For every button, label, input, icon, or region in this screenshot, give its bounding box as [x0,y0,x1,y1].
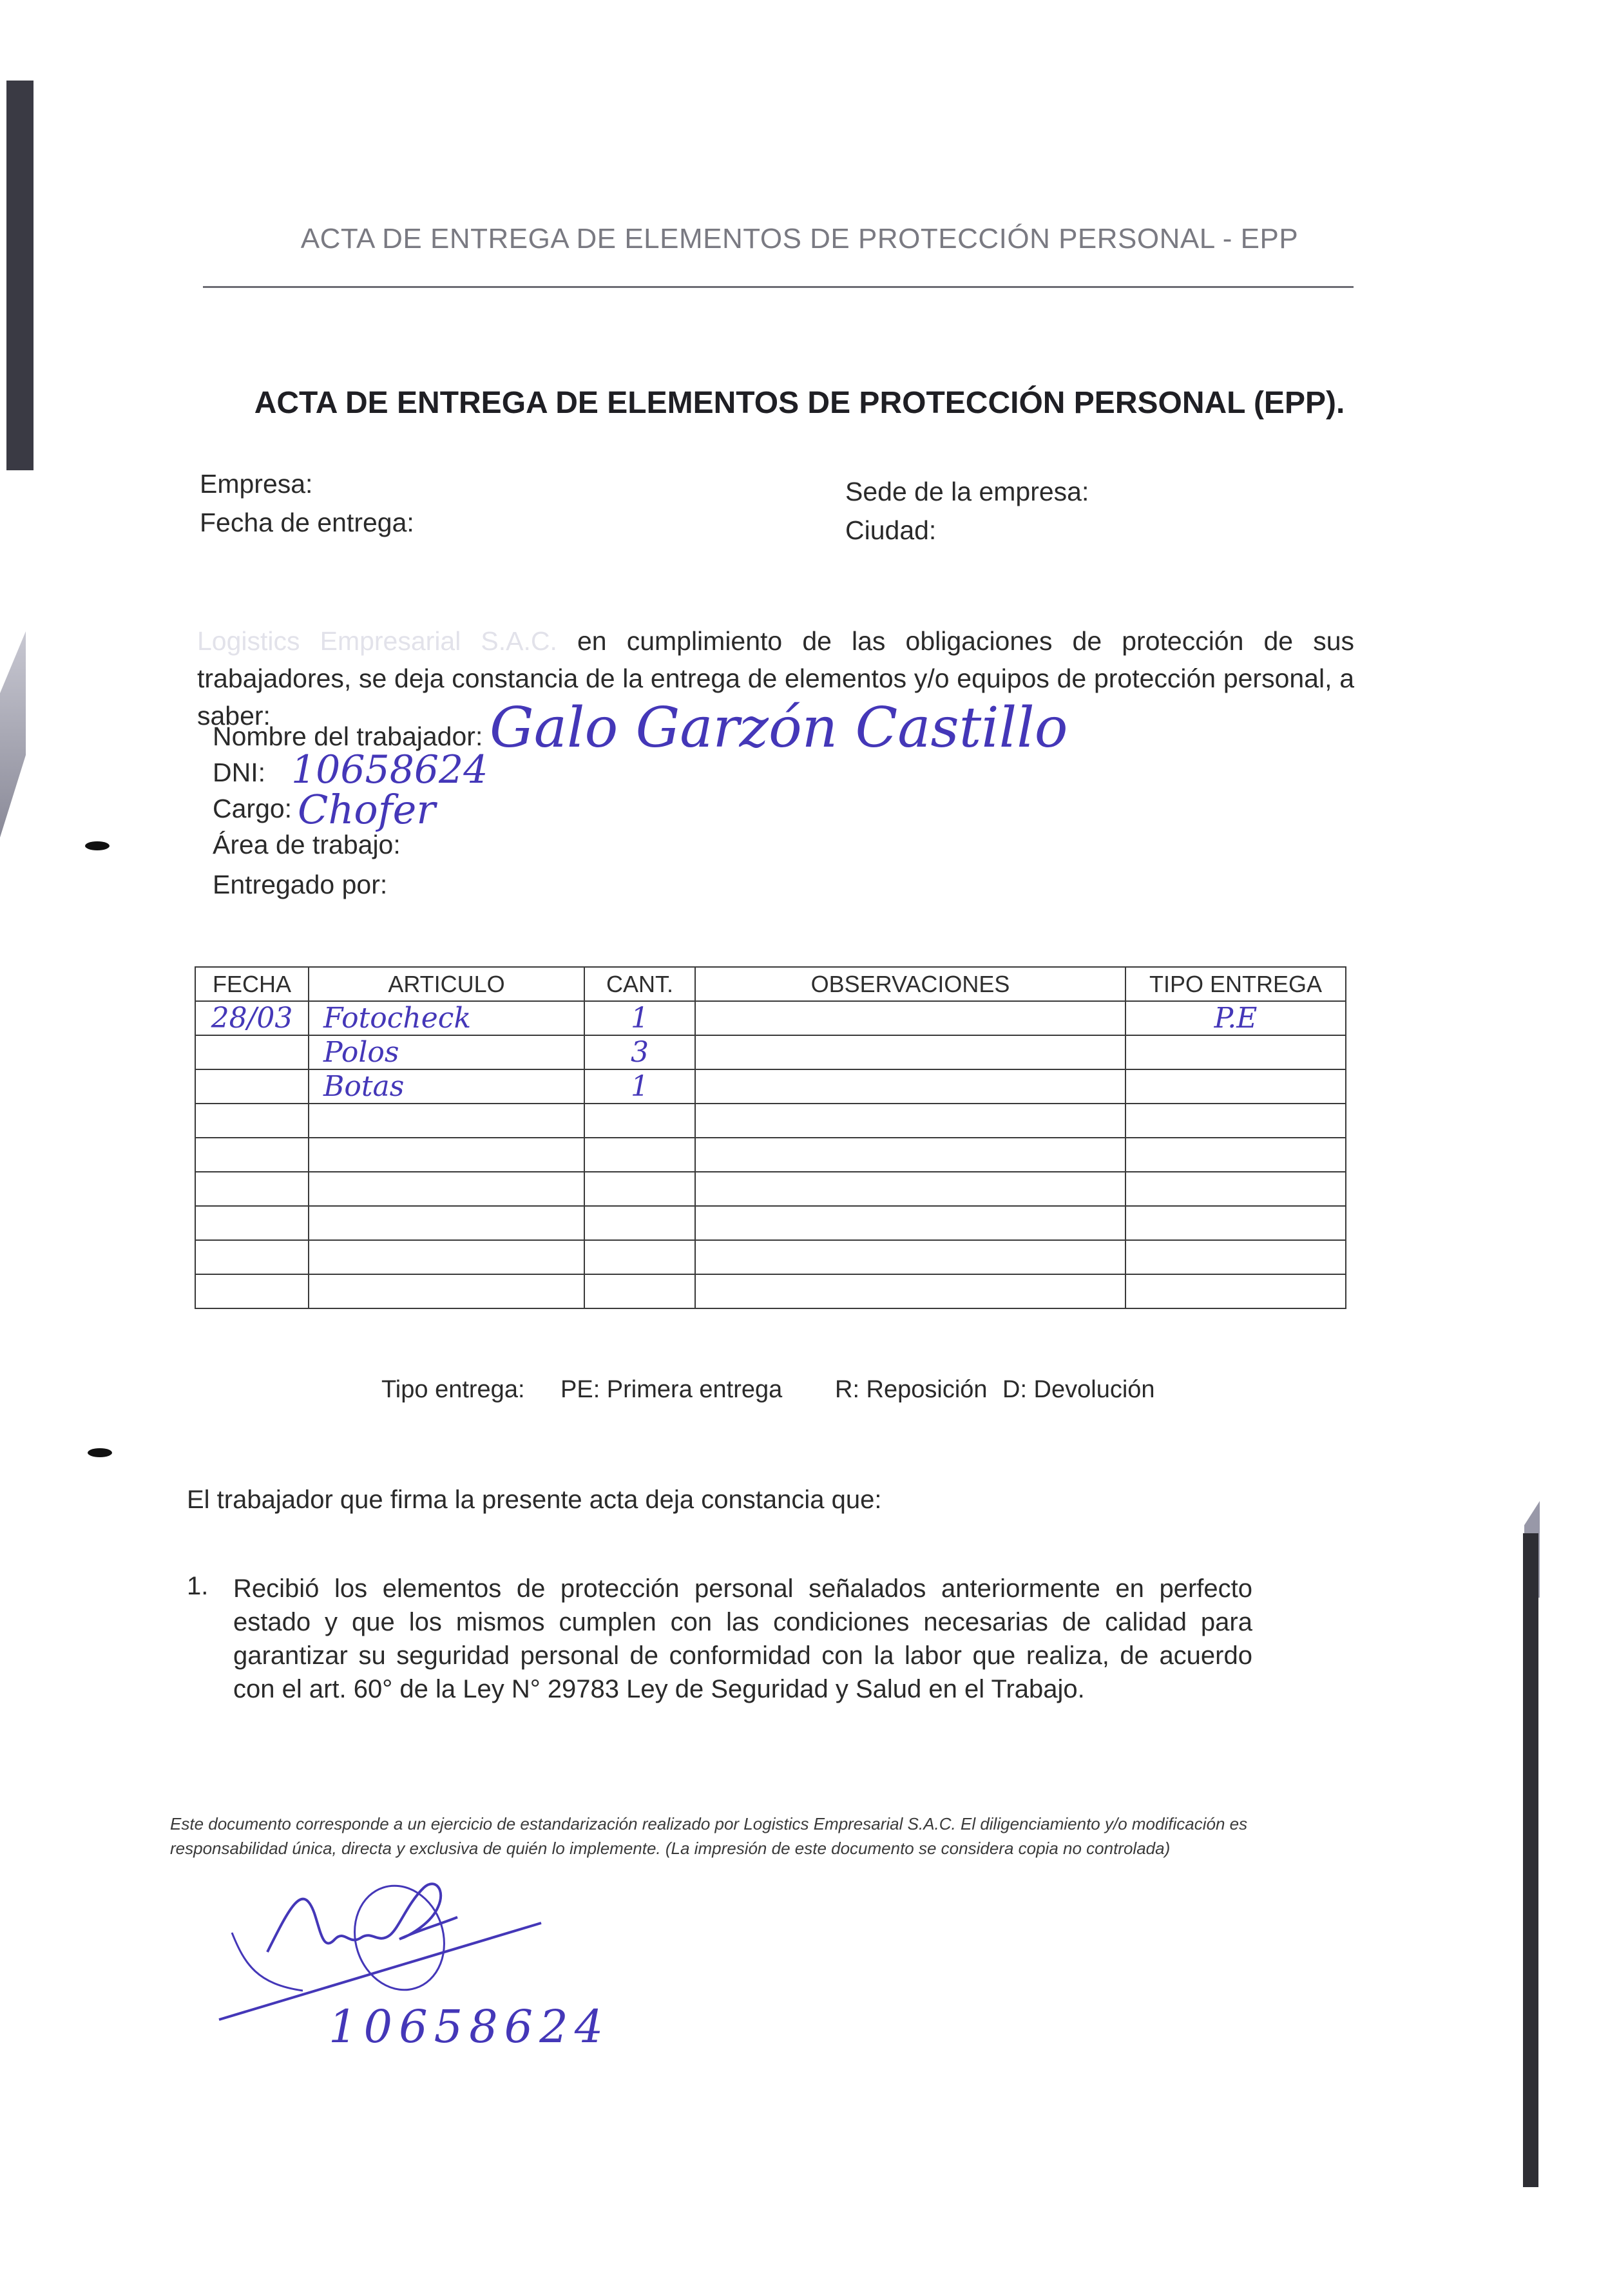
punch-hole-upper [85,841,110,850]
cell-articulo [309,1172,584,1206]
field-fecha-entrega: Fecha de entrega: [200,508,414,537]
cell-observaciones [695,1240,1125,1274]
cell-observaciones [695,1104,1125,1138]
cell-cant: 1 [584,1069,695,1104]
cell-tipo-entrega [1125,1206,1346,1240]
table-header-row [195,967,1346,1001]
cell-cant [584,1138,695,1172]
cell-cant: 1 [584,1001,695,1035]
cell-fecha [195,1104,309,1138]
table-row [195,1172,1346,1206]
label-cargo: Cargo: [213,794,292,823]
cell-articulo: Polos [309,1035,584,1069]
item-1-text: Recibió los elementos de protección personal señalados anteriormente en perfecto estado y que los mismos cumplen con las condiciones necesarias de calidad para garantizar su seguridad personal de conformidad con la labor que realiza, de acuerdo con el art. 60° de la Ley N° 29783 Ley de Seguridad y Salud en el Trabajo. [233,1574,1252,1703]
cell-articulo: Fotocheck [309,1001,584,1035]
cell-cant [584,1274,695,1308]
cell-observaciones [695,1001,1125,1035]
cell-fecha [195,1172,309,1206]
cell-observaciones [695,1172,1125,1206]
header-title: ACTA DE ENTREGA DE ELEMENTOS DE PROTECCIÓN PERSONAL - EPP [300,223,1299,254]
cell-articulo [309,1104,584,1138]
cell-tipo-entrega [1125,1069,1346,1104]
cell-observaciones [695,1274,1125,1308]
intro-text: en cumplimiento de las obligaciones de protección de sus trabajadores, se deja constancia de la entrega de elementos y/o equipos de protección personal, a saber: [197,626,1354,731]
table-row [195,1206,1346,1240]
scan-edge-shadow-right [1523,1533,1538,2187]
table-row [195,1274,1346,1308]
table-row [195,1001,1346,1035]
header-articulo: ARTICULO [309,967,584,1001]
cell-cant: 3 [584,1035,695,1069]
cell-fecha [195,1240,309,1274]
cell-articulo [309,1206,584,1240]
cell-tipo-entrega [1125,1104,1346,1138]
table-row [195,1069,1346,1104]
cell-fecha [195,1206,309,1240]
table-row [195,1240,1346,1274]
cell-articulo [309,1274,584,1308]
cell-articulo [309,1240,584,1274]
cell-fecha [195,1035,309,1069]
handwritten-signature-number: 10658624 [329,2000,610,2053]
cell-cant [584,1104,695,1138]
handwritten-cargo: Chofer [298,786,436,833]
legend-r: R: Reposición [835,1376,988,1403]
punch-hole-lower [88,1448,112,1457]
cell-tipo-entrega [1125,1172,1346,1206]
cell-articulo [309,1138,584,1172]
cell-fecha [195,1069,309,1104]
cell-observaciones [695,1069,1125,1104]
cell-cant [584,1240,695,1274]
worker-statement: El trabajador que firma la presente acta deja constancia que: [187,1486,882,1514]
cell-tipo-entrega: P.E [1125,1001,1346,1035]
cell-articulo: Botas [309,1069,584,1104]
legend-d: D: Devolución [1002,1376,1155,1403]
cell-observaciones [695,1138,1125,1172]
cell-tipo-entrega [1125,1240,1346,1274]
handwritten-dni: 10658624 [291,747,488,792]
header-observaciones: OBSERVACIONES [695,967,1125,1001]
cell-observaciones [695,1035,1125,1069]
cell-cant [584,1172,695,1206]
cell-fecha [195,1274,309,1308]
header-tipo-entrega: TIPO ENTREGA [1125,967,1346,1001]
label-area-trabajo: Área de trabajo: [213,830,401,859]
handwritten-worker-name: Galo Garzón Castillo [490,696,1068,760]
cell-cant [584,1206,695,1240]
field-empresa: Empresa: [200,469,313,499]
company-name-faded: Logistics Empresarial S.A.C. [197,626,557,656]
label-entregado-por: Entregado por: [213,870,388,899]
cell-tipo-entrega [1125,1274,1346,1308]
cell-observaciones [695,1206,1125,1240]
footer-disclaimer: Este documento corresponde a un ejercicio de estandarización realizado por Logistics Empresarial S.A.C. El diligenciamiento y/o modificación es responsabilidad única, directa y exclusiva de quién lo implemente. (La impresión de este documento se considera copia no controlada) [170,1814,1248,1858]
legend-pe: PE: Primera entrega [560,1376,783,1403]
document-title: ACTA DE ENTREGA DE ELEMENTOS DE PROTECCIÓN PERSONAL (EPP). [254,386,1345,420]
label-nombre-trabajador: Nombre del trabajador: [213,722,483,751]
cell-fecha [195,1138,309,1172]
epp-table [195,966,1346,1309]
table-row [195,1035,1346,1069]
table-row [195,1104,1346,1138]
cell-fecha: 28/03 [195,1001,309,1035]
scan-edge-fold-left [0,631,26,837]
field-sede: Sede de la empresa: [845,477,1089,506]
table-row [195,1138,1346,1172]
item-1-number: 1. [187,1572,209,1600]
field-ciudad: Ciudad: [845,515,937,545]
header-fecha: FECHA [195,967,309,1001]
label-dni: DNI: [213,758,265,787]
legend-label: Tipo entrega: [381,1376,525,1403]
header-cant: CANT. [584,967,695,1001]
cell-tipo-entrega [1125,1138,1346,1172]
cell-tipo-entrega [1125,1035,1346,1069]
header-divider [203,286,1354,288]
